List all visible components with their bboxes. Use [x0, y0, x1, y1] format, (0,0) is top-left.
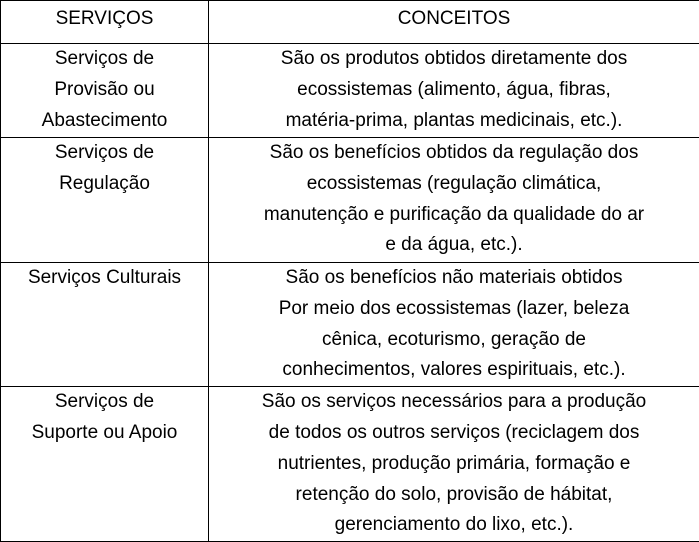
concept-line: ecossistemas (regulação climática, — [213, 169, 695, 200]
concept-cell — [209, 263, 699, 387]
concept-cell — [209, 387, 699, 542]
concept-line: São os benefícios não materiais obtidos — [213, 263, 695, 294]
header-services: SERVIÇOS — [1, 1, 209, 44]
service-line: Suporte ou Apoio — [5, 418, 204, 449]
concept-line: São os produtos obtidos diretamente dos — [213, 44, 695, 75]
service-line: Serviços de — [5, 44, 204, 75]
service-line: Serviços Culturais — [5, 263, 204, 294]
table-row — [1, 44, 699, 138]
concept-line: matéria-prima, plantas medicinais, etc.). — [213, 106, 695, 137]
service-line: Provisão ou — [5, 75, 204, 106]
service-cell — [1, 263, 209, 387]
table-row — [1, 387, 699, 542]
service-cell — [1, 387, 209, 542]
concept-line: nutrientes, produção primária, formação e — [213, 449, 695, 480]
concept-line: e da água, etc.). — [213, 230, 695, 261]
service-line: Regulação — [5, 169, 204, 200]
service-line: Serviços de — [5, 138, 204, 169]
concept-cell — [209, 138, 699, 263]
header-concepts: CONCEITOS — [209, 1, 699, 44]
service-line: Abastecimento — [5, 106, 204, 137]
table-row — [1, 263, 699, 387]
concept-cell — [209, 44, 699, 138]
concept-line: de todos os outros serviços (reciclagem dos — [213, 418, 695, 449]
table-header-row — [1, 1, 699, 44]
concept-line: manutenção e purificação da qualidade do ar — [213, 200, 695, 231]
service-line: Serviços de — [5, 387, 204, 418]
concept-line: retenção do solo, provisão de hábitat, — [213, 480, 695, 511]
service-cell — [1, 44, 209, 138]
concept-line: conhecimentos, valores espirituais, etc.). — [213, 355, 695, 386]
service-cell — [1, 138, 209, 263]
concept-line: Por meio dos ecossistemas (lazer, beleza — [213, 294, 695, 325]
concept-line: cênica, ecoturismo, geração de — [213, 325, 695, 356]
concept-line: gerenciamento do lixo, etc.). — [213, 510, 695, 541]
concept-line: São os serviços necessários para a produção — [213, 387, 695, 418]
concept-line: São os benefícios obtidos da regulação dos — [213, 138, 695, 169]
concept-line: ecossistemas (alimento, água, fibras, — [213, 75, 695, 106]
table-row — [1, 138, 699, 263]
